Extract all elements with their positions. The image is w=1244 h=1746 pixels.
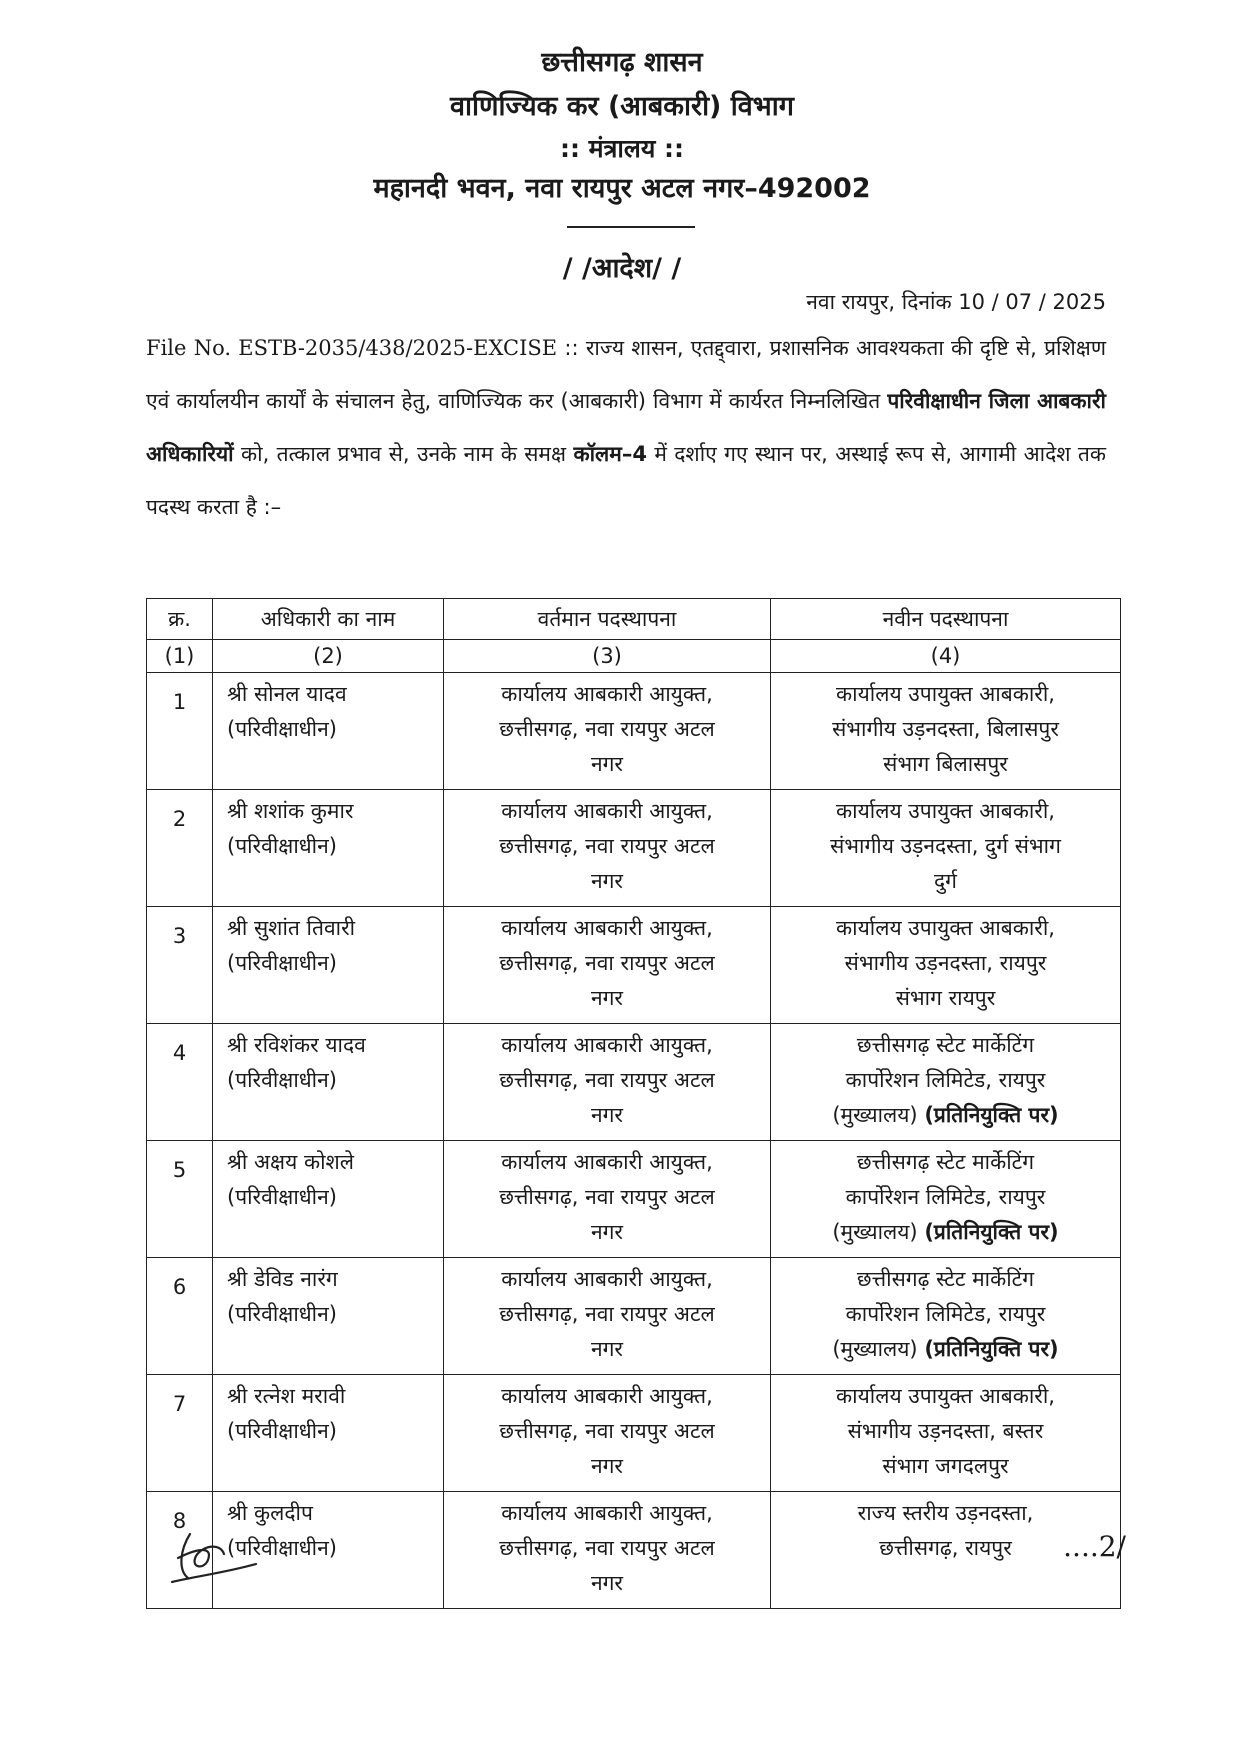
current-posting-line: छत्तीसगढ़, नवा रायपुर अटल [499,1419,715,1443]
table-row [147,673,1121,790]
current-posting-line: नगर [590,1337,624,1361]
body-text-part3: में दर्शाए गए स्थान पर, अस्थाई रूप से, आगामी आदेश तक पदस्थ करता है :– [146,442,1106,519]
table-header-row [147,599,1121,640]
current-posting-line: छत्तीसगढ़, नवा रायपुर अटल [499,1536,715,1560]
current-posting-line: कार्यालय आबकारी आयुक्त, [501,799,713,823]
header-new-posting: नवीन पदस्थापना [771,599,1121,640]
header-officer-name: अधिकारी का नाम [213,599,444,640]
current-posting-line: नगर [590,1103,624,1127]
page-continuation: ....2/ [1063,1530,1126,1563]
current-posting [444,1024,771,1141]
serial-number: 6 [147,1258,213,1375]
column-number: (3) [444,640,771,673]
deputation-note: (प्रतिनियुक्ति पर) [924,1337,1059,1361]
new-posting-line: राज्य स्तरीय उड़नदस्ता, [857,1501,1034,1525]
header-current-posting: वर्तमान पदस्थापना [444,599,771,640]
serial-number: 7 [147,1375,213,1492]
header-serial: क्र. [147,599,213,640]
current-posting [444,1375,771,1492]
posting-table [146,598,1121,1609]
body-text-bold1: परिवीक्षाधीन जिला आबकारी अधिकारियों [146,389,1106,466]
new-posting-line: संभागीय उड़नदस्ता, रायपुर [844,951,1047,975]
department-name: वाणिज्यिक कर (आबकारी) विभाग [450,91,794,122]
body-text-bold2: कॉलम–4 [573,442,647,466]
officer-name: श्री शशांक कुमार [227,799,354,823]
serial-number: 4 [147,1024,213,1141]
new-posting-text: (मुख्यालय) [832,1337,925,1361]
signature [168,1520,258,1592]
new-posting-line: छत्तीसगढ़ स्टेट मार्केटिंग [856,1033,1035,1057]
current-posting-line: कार्यालय आबकारी आयुक्त, [501,1033,713,1057]
current-posting [444,1258,771,1375]
new-posting-text: संभाग बिलासपुर [883,752,1008,776]
new-posting-line: कार्पोरेशन लिमिटेड, रायपुर [845,1185,1046,1209]
officer-cell [213,1024,444,1141]
officer-name: श्री सुशांत तिवारी [227,916,356,940]
current-posting-line: नगर [590,869,624,893]
current-posting-line: नगर [590,986,624,1010]
new-posting-line: कार्यालय उपायुक्त आबकारी, [836,1384,1055,1408]
officer-name: श्री कुलदीप [227,1501,313,1525]
new-posting-line: कार्पोरेशन लिमिटेड, रायपुर [845,1068,1046,1092]
new-posting-line [771,1098,1120,1133]
officer-cell [213,790,444,907]
table-row [147,1375,1121,1492]
column-number: (1) [147,640,213,673]
serial-number: 2 [147,790,213,907]
officer-status: (परिवीक्षाधीन) [227,1185,337,1209]
officer-cell [213,907,444,1024]
new-posting-line: संभागीय उड़नदस्ता, दुर्ग संभाग [830,834,1061,858]
table-row [147,1258,1121,1375]
current-posting-line: कार्यालय आबकारी आयुक्त, [501,916,713,940]
current-posting-line: छत्तीसगढ़, नवा रायपुर अटल [499,1185,715,1209]
new-posting [771,673,1121,790]
new-posting-line [771,864,1120,899]
column-number: (2) [213,640,444,673]
column-number-row [147,640,1121,673]
new-posting-line [771,747,1120,782]
new-posting-line: छत्तीसगढ़, रायपुर [879,1536,1012,1560]
officer-cell [213,673,444,790]
officer-status: (परिवीक्षाधीन) [227,834,337,858]
serial-number: 1 [147,673,213,790]
order-title: / /आदेश/ / [562,253,682,284]
officer-status: (परिवीक्षाधीन) [227,951,337,975]
new-posting-text: (मुख्यालय) [832,1103,925,1127]
current-posting-line: छत्तीसगढ़, नवा रायपुर अटल [499,1302,715,1326]
new-posting [771,790,1121,907]
new-posting [771,1141,1121,1258]
current-posting-line: नगर [590,1454,624,1478]
new-posting-line: कार्यालय उपायुक्त आबकारी, [836,916,1055,940]
officer-status: (परिवीक्षाधीन) [227,1419,337,1443]
officer-status: (परिवीक्षाधीन) [227,717,337,741]
current-posting-line: कार्यालय आबकारी आयुक्त, [501,1150,713,1174]
serial-number: 5 [147,1141,213,1258]
table-row [147,790,1121,907]
order-body [146,322,1106,534]
officer-status: (परिवीक्षाधीन) [227,1536,337,1560]
current-posting-line: कार्यालय आबकारी आयुक्त, [501,682,713,706]
officer-name: श्री अक्षय कोशले [227,1150,355,1174]
new-posting-line [771,1215,1120,1250]
officer-name: श्री सोनल यादव [227,682,347,706]
new-posting-line: छत्तीसगढ़ स्टेट मार्केटिंग [856,1150,1035,1174]
new-posting-line: कार्यालय उपायुक्त आबकारी, [836,682,1055,706]
current-posting [444,907,771,1024]
serial-number: 8 [147,1492,213,1609]
file-number: File No. ESTB-2035/438/2025-EXCISE [146,336,558,360]
current-posting-line: नगर [590,1571,624,1595]
new-posting-line: संभागीय उड़नदस्ता, बस्तर [847,1419,1044,1443]
new-posting-text: संभाग रायपुर [895,986,996,1010]
current-posting-line: छत्तीसगढ़, नवा रायपुर अटल [499,1068,715,1092]
new-posting [771,1024,1121,1141]
new-posting-line: कार्यालय उपायुक्त आबकारी, [836,799,1055,823]
deputation-note: (प्रतिनियुक्ति पर) [924,1220,1059,1244]
new-posting [771,1258,1121,1375]
table-row [147,1024,1121,1141]
current-posting-line: नगर [590,1220,624,1244]
new-posting [771,907,1121,1024]
body-text-part1: :: राज्य शासन, एतद्द्वारा, प्रशासनिक आवश्यकता की दृष्टि से, प्रशिक्षण एवं कार्यालयीन कार्यों के संचालन हेतु, वाणिज्यिक कर (आबकारी) विभाग में कार्यरत निम्नलिखित [146,336,1107,413]
current-posting-line: छत्तीसगढ़, नवा रायपुर अटल [499,834,715,858]
current-posting-line: छत्तीसगढ़, नवा रायपुर अटल [499,951,715,975]
officer-cell [213,1141,444,1258]
officer-status: (परिवीक्षाधीन) [227,1068,337,1092]
serial-number: 3 [147,907,213,1024]
current-posting-line: नगर [590,752,624,776]
table-row [147,1492,1121,1609]
officer-cell [213,1375,444,1492]
ministry-label: :: मंत्रालय :: [559,134,685,163]
new-posting-line [771,1449,1120,1484]
new-posting-text: संभाग जगदलपुर [882,1454,1009,1478]
current-posting [444,1141,771,1258]
new-posting-line: कार्पोरेशन लिमिटेड, रायपुर [845,1302,1046,1326]
new-posting-line [771,1332,1120,1367]
government-name: छत्तीसगढ़ शासन [541,47,703,78]
new-posting [771,1375,1121,1492]
officer-name: श्री डेविड नारंग [227,1267,338,1291]
current-posting [444,673,771,790]
current-posting [444,1492,771,1609]
office-address: महानदी भवन, नवा रायपुर अटल नगर–492002 [373,173,871,204]
current-posting-line: कार्यालय आबकारी आयुक्त, [501,1267,713,1291]
new-posting-text: दुर्ग [934,869,957,893]
body-text-part2: को, तत्काल प्रभाव से, उनके नाम के समक्ष [233,442,574,466]
table-row [147,1141,1121,1258]
deputation-note: (प्रतिनियुक्ति पर) [924,1103,1059,1127]
current-posting-line: कार्यालय आबकारी आयुक्त, [501,1384,713,1408]
officer-status: (परिवीक्षाधीन) [227,1302,337,1326]
current-posting [444,790,771,907]
new-posting-text: (मुख्यालय) [832,1220,925,1244]
officer-name: श्री रविशंकर यादव [227,1033,366,1057]
order-date: नवा रायपुर, दिनांक 10 / 07 / 2025 [806,290,1106,314]
table-row [147,907,1121,1024]
new-posting-line: छत्तीसगढ़ स्टेट मार्केटिंग [856,1267,1035,1291]
current-posting-line: कार्यालय आबकारी आयुक्त, [501,1501,713,1525]
new-posting-line [771,981,1120,1016]
column-number: (4) [771,640,1121,673]
new-posting-line: संभागीय उड़नदस्ता, बिलासपुर [832,717,1059,741]
officer-cell [213,1258,444,1375]
header-divider [567,226,695,228]
current-posting-line: छत्तीसगढ़, नवा रायपुर अटल [499,717,715,741]
officer-name: श्री रत्नेश मरावी [227,1384,346,1408]
